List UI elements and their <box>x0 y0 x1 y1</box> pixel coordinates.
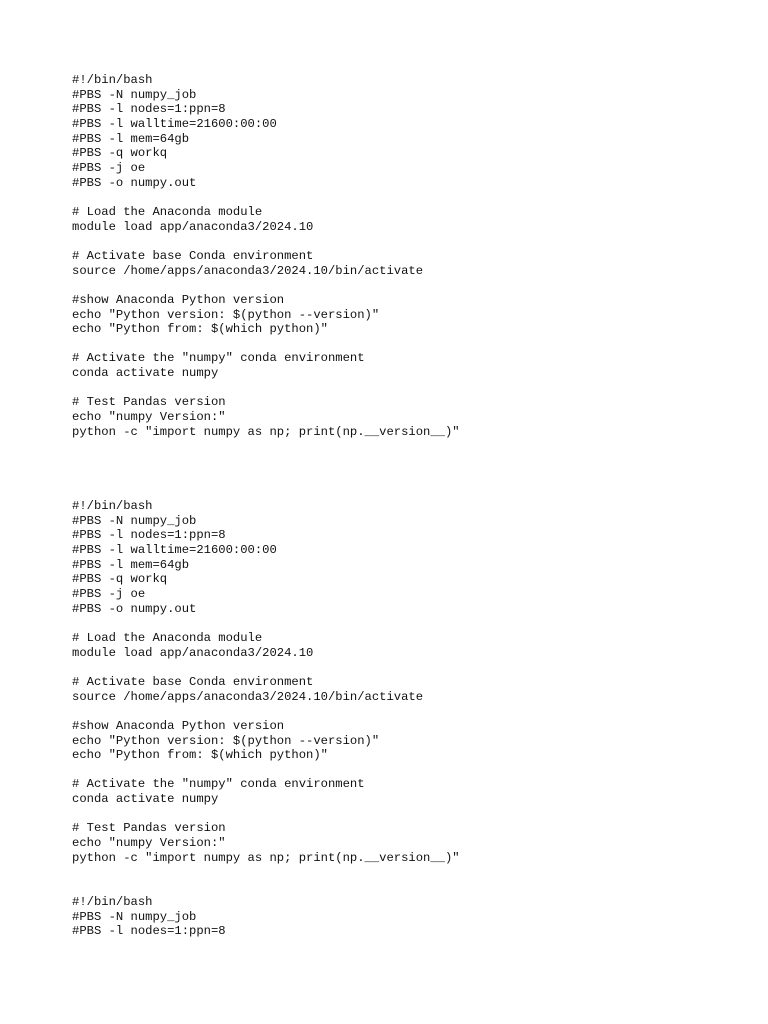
blank-line <box>72 763 460 778</box>
code-line: # Activate the "numpy" conda environment <box>72 351 365 366</box>
code-line: conda activate numpy <box>72 366 219 381</box>
blank-line <box>72 234 460 249</box>
code-line: #PBS -N numpy_job <box>72 87 197 102</box>
code-line: conda activate numpy <box>72 792 219 807</box>
blank-line <box>72 616 460 631</box>
blank-line <box>72 704 460 719</box>
code-line: # Test Pandas version <box>72 395 226 410</box>
code-line: #PBS -l mem=64gb <box>72 557 190 572</box>
code-line: #PBS -l walltime=21600:00:00 <box>72 542 277 557</box>
code-line: python -c "import numpy as np; print(np.__version__)" <box>72 850 460 865</box>
code-line: echo "numpy Version:" <box>72 410 226 425</box>
code-line: #PBS -l nodes=1:ppn=8 <box>72 102 226 117</box>
blank-line <box>72 278 460 293</box>
pbs-script-block <box>72 895 226 939</box>
code-line: python -c "import numpy as np; print(np.__version__)" <box>72 424 460 439</box>
code-line: module load app/anaconda3/2024.10 <box>72 645 314 660</box>
code-line: module load app/anaconda3/2024.10 <box>72 219 314 234</box>
code-line: #PBS -j oe <box>72 586 146 601</box>
code-line: source /home/apps/anaconda3/2024.10/bin/activate <box>72 263 424 278</box>
code-line: echo "Python from: $(which python)" <box>72 322 328 337</box>
code-line: #PBS -N numpy_job <box>72 513 197 528</box>
code-line: echo "Python version: $(python --version)" <box>72 307 380 322</box>
code-line: #show Anaconda Python version <box>72 292 285 307</box>
blank-line <box>72 660 460 675</box>
code-line: # Test Pandas version <box>72 821 226 836</box>
code-line: echo "Python from: $(which python)" <box>72 748 328 763</box>
pbs-script-block <box>72 499 460 865</box>
code-line: #PBS -l nodes=1:ppn=8 <box>72 924 226 939</box>
code-line: #!/bin/bash <box>72 895 153 909</box>
code-line: #PBS -q workq <box>72 146 168 161</box>
blank-line <box>72 337 460 352</box>
code-line: #PBS -N numpy_job <box>72 909 197 924</box>
code-line: #PBS -o numpy.out <box>72 601 197 616</box>
code-line: echo "numpy Version:" <box>72 836 226 851</box>
code-line: #PBS -l mem=64gb <box>72 131 190 146</box>
code-line: #PBS -l nodes=1:ppn=8 <box>72 528 226 543</box>
code-line: #PBS -o numpy.out <box>72 175 197 190</box>
code-line: # Activate base Conda environment <box>72 674 314 689</box>
code-line: #!/bin/bash <box>72 499 153 513</box>
code-line: echo "Python version: $(python --version)" <box>72 733 380 748</box>
code-line: #PBS -j oe <box>72 160 146 175</box>
pbs-script-block <box>72 73 460 439</box>
code-line: #PBS -l walltime=21600:00:00 <box>72 116 277 131</box>
code-line: # Load the Anaconda module <box>72 630 263 645</box>
code-line: # Activate the "numpy" conda environment <box>72 777 365 792</box>
blank-line <box>72 807 460 822</box>
blank-line <box>72 381 460 396</box>
code-line: #show Anaconda Python version <box>72 718 285 733</box>
code-line: # Load the Anaconda module <box>72 204 263 219</box>
blank-line <box>72 190 460 205</box>
code-line: source /home/apps/anaconda3/2024.10/bin/activate <box>72 689 424 704</box>
code-line: #!/bin/bash <box>72 73 153 87</box>
code-line: #PBS -q workq <box>72 572 168 587</box>
code-line: # Activate base Conda environment <box>72 248 314 263</box>
